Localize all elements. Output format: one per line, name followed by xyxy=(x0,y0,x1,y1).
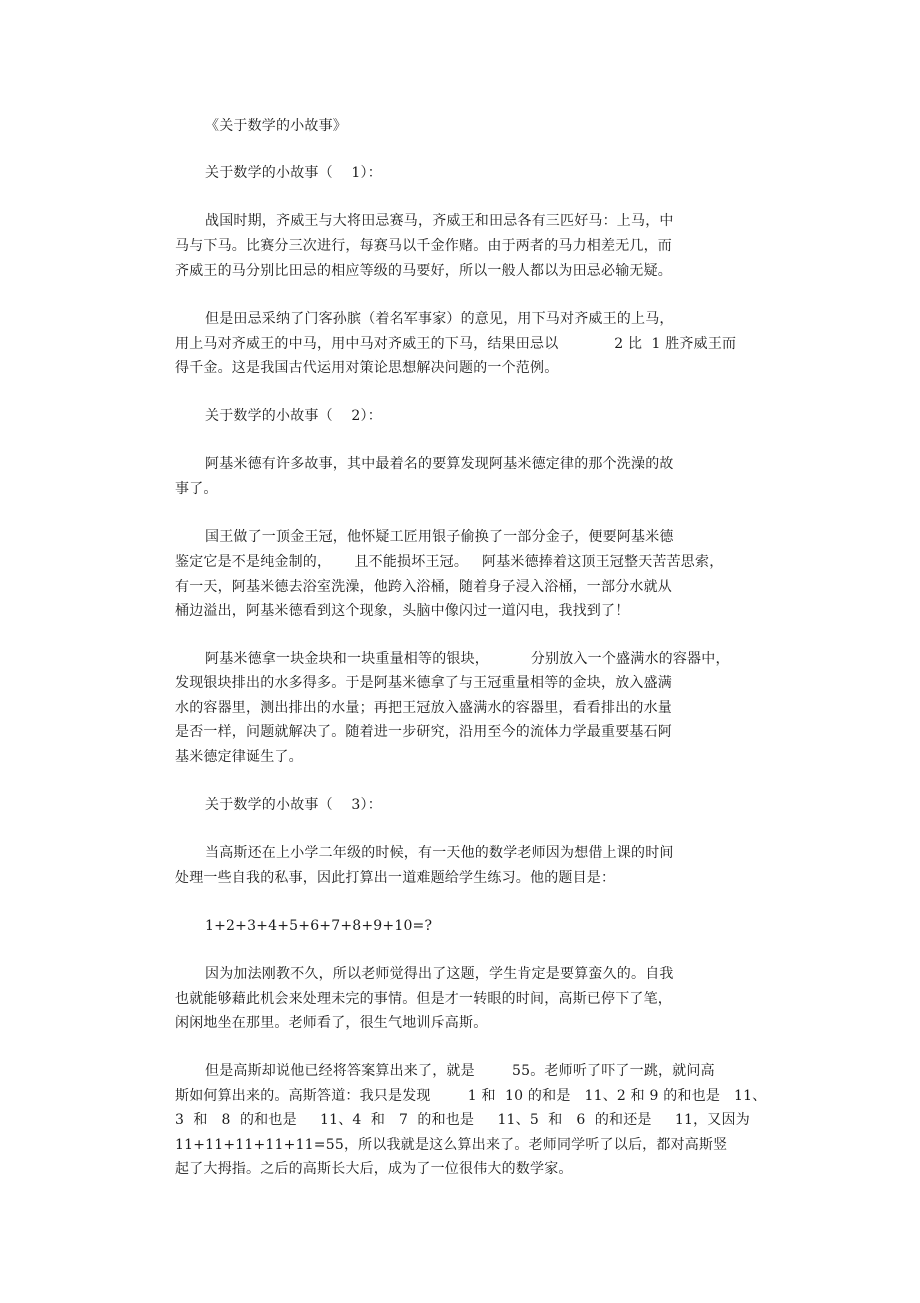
story1-heading: 关于数学的小故事（ 1）： xyxy=(205,165,382,181)
story2-p2-line2: 鉴定它是不是纯金制的， 且不能损坏王冠。 阿基米德捧着这顶王冠整天苦苦思索， xyxy=(175,554,724,570)
story2-p3-line3: 水的容器里，测出排出的水量；再把王冠放入盛满水的容器里，看看排出的水量 xyxy=(175,700,672,716)
story3-p3-line2: 斯如何算出来的。高斯答道：我只是发现 1 和 10 的和是 11、2 和 9 的和也是 11、 xyxy=(175,1088,767,1104)
story1-p2-line2: 用上马对齐威王的中马，用中马对齐威王的下马，结果田忌以 2 比 1 胜齐威王而 xyxy=(175,336,737,352)
story3-p3-line1: 但是高斯却说他已经将答案算出来了，就是 55。老师听了吓了一跳，就问高 xyxy=(205,1063,715,1079)
story3-p2-line2: 也就能够藉此机会来处理未完的事情。但是才一转眼的时间，高斯已停下了笔， xyxy=(175,991,672,1007)
story3-p3-line3: 3 和 8 的和也是 11、4 和 7 的和也是 11、5 和 6 的和还是 11，又因为 xyxy=(175,1112,750,1128)
story3-p3-line5: 起了大拇指。之后的高斯长大后，成为了一位很伟大的数学家。 xyxy=(175,1161,573,1177)
story2-p3-line1: 阿基米德拿一块金块和一块重量相等的银块， 分别放入一个盛满水的容器中， xyxy=(205,651,730,667)
story3-p2-line3: 闲闲地坐在那里。老师看了，很生气地训斥高斯。 xyxy=(175,1015,488,1031)
story1-p2-line1: 但是田忌采纳了门客孙膑（着名军事家）的意见，用下马对齐威王的上马， xyxy=(205,311,674,327)
story1-p1-line2: 马与下马。比赛分三次进行，每赛马以千金作赌。由于两者的马力相差无几，而 xyxy=(175,238,672,254)
story1-p1-line3: 齐威王的马分别比田忌的相应等级的马要好，所以一般人都以为田忌必输无疑。 xyxy=(175,263,672,279)
story2-p2-line4: 桶边溢出，阿基米德看到这个现象，头脑中像闪过一道闪电，我找到了！ xyxy=(175,603,630,619)
story2-p2-line3: 有一天，阿基米德去浴室洗澡，他跨入浴桶，随着身子浸入浴桶，一部分水就从 xyxy=(175,579,672,595)
story2-p3-line2: 发现银块排出的水多得多。于是阿基米德拿了与王冠重量相等的金块，放入盛满 xyxy=(175,675,672,691)
story3-p1-line2: 处理一些自我的私事，因此打算出一道难题给学生练习。他的题目是： xyxy=(175,870,616,886)
story2-p3-line4: 是否一样，问题就解决了。随着进一步研究，沿用至今的流体力学最重要基石阿 xyxy=(175,724,672,740)
story3-p2-line1: 因为加法刚教不久，所以老师觉得出了这题，学生肯定是要算蛮久的。自我 xyxy=(205,966,674,982)
story2-p3-line5: 基米德定律诞生了。 xyxy=(175,749,303,765)
story2-p1-line2: 事了。 xyxy=(175,481,218,497)
story3-heading: 关于数学的小故事（ 3）： xyxy=(205,797,382,813)
story3-p1-line1: 当高斯还在上小学二年级的时候，有一天他的数学老师因为想借上课的时间 xyxy=(205,845,674,861)
story2-p2-line1: 国王做了一顶金王冠，他怀疑工匠用银子偷换了一部分金子，便要阿基米德 xyxy=(205,529,674,545)
story3-p3-line4: 11+11+11+11+11=55，所以我就是这么算出来了。老师同学听了以后，都对高斯竖 xyxy=(175,1137,728,1153)
story3-equation: 1+2+3+4+5+6+7+8+9+10=? xyxy=(205,918,433,934)
story2-p1-line1: 阿基米德有许多故事，其中最着名的要算发现阿基米德定律的那个洗澡的故 xyxy=(205,456,674,472)
story1-p1-line1: 战国时期，齐威王与大将田忌赛马，齐威王和田忌各有三匹好马：上马，中 xyxy=(205,213,674,229)
story2-heading: 关于数学的小故事（ 2）： xyxy=(205,408,382,424)
document-title: 《关于数学的小故事》 xyxy=(205,118,347,134)
story1-p2-line3: 得千金。这是我国古代运用对策论思想解决问题的一个范例。 xyxy=(175,360,559,376)
